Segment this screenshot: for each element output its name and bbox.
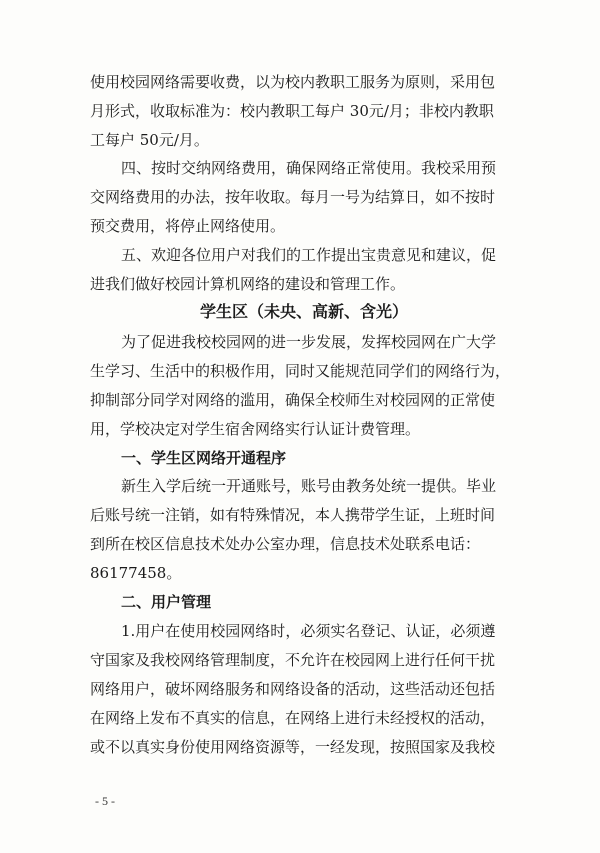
paragraph-line: 守国家及我校网络管理制度，不允许在校园网上进行任何干扰 — [90, 651, 496, 669]
paragraph-line: 1.用户在使用校园网络时，必须实名登记、认证，必须遵 — [121, 622, 496, 640]
phone-number: 86177458。 — [90, 564, 182, 582]
paragraph-line: 生学习、生活中的积极作用，同时又能规范同学们的网络行为， — [90, 362, 511, 380]
paragraph-line: 后账号统一注销，如有特殊情况，本人携带学生证，上班时间 — [90, 506, 496, 524]
paragraph-line: 新生入学后统一开通账号，账号由教务处统一提供。毕业 — [121, 477, 497, 495]
paragraph-line: 到所在校区信息技术处办公室办理，信息技术处联系电话： — [90, 535, 481, 553]
paragraph-line: 网络用户，破坏网络服务和网络设备的活动，这些活动还包括 — [90, 680, 496, 698]
paragraph-line: 抑制部分同学对网络的滥用，确保全校师生对校园网的正常使 — [90, 391, 496, 409]
paragraph-line: 用，学校决定对学生宿舍网络实行认证计费管理。 — [90, 420, 421, 438]
paragraph-line: 五、欢迎各位用户对我们的工作提出宝贵意见和建议，促 — [121, 246, 497, 264]
paragraph-line: 或不以真实身份使用网络资源等，一经发现，按照国家及我校 — [90, 738, 496, 756]
paragraph-line: 工每户 50元/月。 — [90, 131, 209, 149]
paragraph-line: 预交费用，将停止网络使用。 — [90, 217, 286, 235]
paragraph-line: 使用校园网络需要收费，以为校内教职工服务为原则，采用包 — [90, 73, 496, 91]
page-number: - 5 - — [95, 794, 115, 808]
paragraph-line: 在网络上发布不真实的信息，在网络上进行未经授权的活动， — [90, 709, 496, 727]
subsection-heading: 二、用户管理 — [121, 593, 212, 611]
subsection-heading: 一、学生区网络开通程序 — [121, 449, 287, 467]
paragraph-line: 月形式，收取标准为：校内教职工每户 30元/月；非校内教职 — [90, 102, 494, 120]
paragraph-line: 为了促进我校校园网的进一步发展，发挥校园网在广大学 — [121, 333, 497, 351]
section-heading: 学生区（未央、高新、含光） — [200, 302, 409, 321]
paragraph-line: 进我们做好校园计算机网络的建设和管理工作。 — [90, 275, 406, 293]
paragraph-line: 四、按时交纳网络费用，确保网络正常使用。我校采用预 — [121, 159, 497, 177]
paragraph-line: 交网络费用的办法，按年收取。每月一号为结算日，如不按时 — [90, 188, 496, 206]
